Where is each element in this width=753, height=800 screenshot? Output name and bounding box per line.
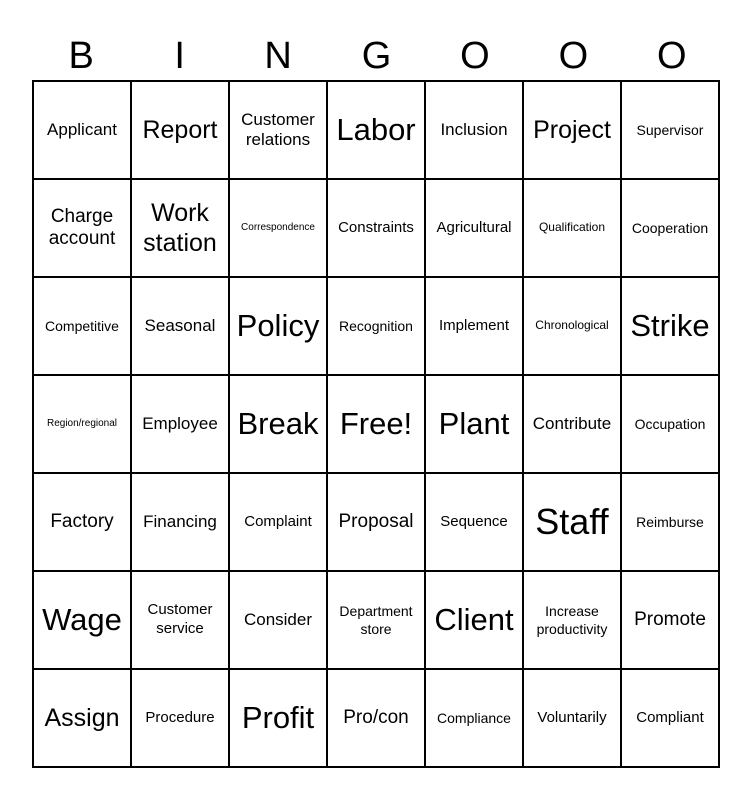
bingo-cell[interactable]: Break xyxy=(229,375,327,473)
bingo-cell[interactable]: Strike xyxy=(621,277,719,375)
bingo-cell[interactable]: Assign xyxy=(33,669,131,767)
bingo-cell[interactable]: Promote xyxy=(621,571,719,669)
bingo-cell[interactable]: Labor xyxy=(327,81,425,179)
bingo-cell[interactable]: Increase productivity xyxy=(523,571,621,669)
bingo-cell[interactable]: Client xyxy=(425,571,523,669)
header-letter-o-3: O xyxy=(657,35,687,77)
bingo-cell[interactable]: Factory xyxy=(33,473,131,571)
bingo-cell[interactable]: Profit xyxy=(229,669,327,767)
bingo-cell[interactable]: Project xyxy=(523,81,621,179)
header-letter-g: G xyxy=(361,35,392,77)
bingo-cell[interactable]: Applicant xyxy=(33,81,131,179)
bingo-cell[interactable]: Staff xyxy=(523,473,621,571)
header-letter-n: N xyxy=(264,35,292,77)
bingo-cell[interactable]: Department store xyxy=(327,571,425,669)
bingo-cell[interactable]: Proposal xyxy=(327,473,425,571)
header-letter-b: B xyxy=(68,35,94,77)
bingo-cell[interactable]: Chronological xyxy=(523,277,621,375)
bingo-cell[interactable]: Voluntarily xyxy=(523,669,621,767)
bingo-cell[interactable]: Financing xyxy=(131,473,229,571)
header-letter-i: I xyxy=(174,35,185,77)
bingo-cell[interactable]: Contribute xyxy=(523,375,621,473)
bingo-cell[interactable]: Seasonal xyxy=(131,277,229,375)
bingo-cell[interactable]: Consider xyxy=(229,571,327,669)
bingo-cell[interactable]: Charge account xyxy=(33,179,131,277)
bingo-cell[interactable]: Inclusion xyxy=(425,81,523,179)
bingo-cell[interactable]: Procedure xyxy=(131,669,229,767)
bingo-cell free-space[interactable]: Free! xyxy=(327,375,425,473)
bingo-cell[interactable]: Qualification xyxy=(523,179,621,277)
bingo-cell[interactable]: Compliant xyxy=(621,669,719,767)
header-letter-o-2: O xyxy=(558,35,589,77)
bingo-cell[interactable]: Correspondence xyxy=(229,179,327,277)
bingo-header xyxy=(32,32,721,80)
bingo-cell[interactable]: Occupation xyxy=(621,375,719,473)
bingo-board xyxy=(32,80,720,768)
bingo-cell[interactable]: Customer service xyxy=(131,571,229,669)
bingo-cell[interactable]: Report xyxy=(131,81,229,179)
header-letter-o-1: O xyxy=(460,35,490,77)
bingo-cell[interactable]: Agricultural xyxy=(425,179,523,277)
bingo-cell[interactable]: Recognition xyxy=(327,277,425,375)
bingo-cell[interactable]: Compliance xyxy=(425,669,523,767)
bingo-cell[interactable]: Plant xyxy=(425,375,523,473)
bingo-cell[interactable]: Pro/con xyxy=(327,669,425,767)
bingo-cell[interactable]: Region/regional xyxy=(33,375,131,473)
bingo-cell[interactable]: Supervisor xyxy=(621,81,719,179)
bingo-cell[interactable]: Implement xyxy=(425,277,523,375)
bingo-cell[interactable]: Sequence xyxy=(425,473,523,571)
bingo-cell[interactable]: Work station xyxy=(131,179,229,277)
bingo-cell[interactable]: Customer relations xyxy=(229,81,327,179)
bingo-cell[interactable]: Policy xyxy=(229,277,327,375)
bingo-cell[interactable]: Complaint xyxy=(229,473,327,571)
bingo-cell[interactable]: Cooperation xyxy=(621,179,719,277)
bingo-cell[interactable]: Employee xyxy=(131,375,229,473)
bingo-cell[interactable]: Competitive xyxy=(33,277,131,375)
bingo-cell[interactable]: Wage xyxy=(33,571,131,669)
bingo-cell[interactable]: Constraints xyxy=(327,179,425,277)
bingo-cell[interactable]: Reimburse xyxy=(621,473,719,571)
